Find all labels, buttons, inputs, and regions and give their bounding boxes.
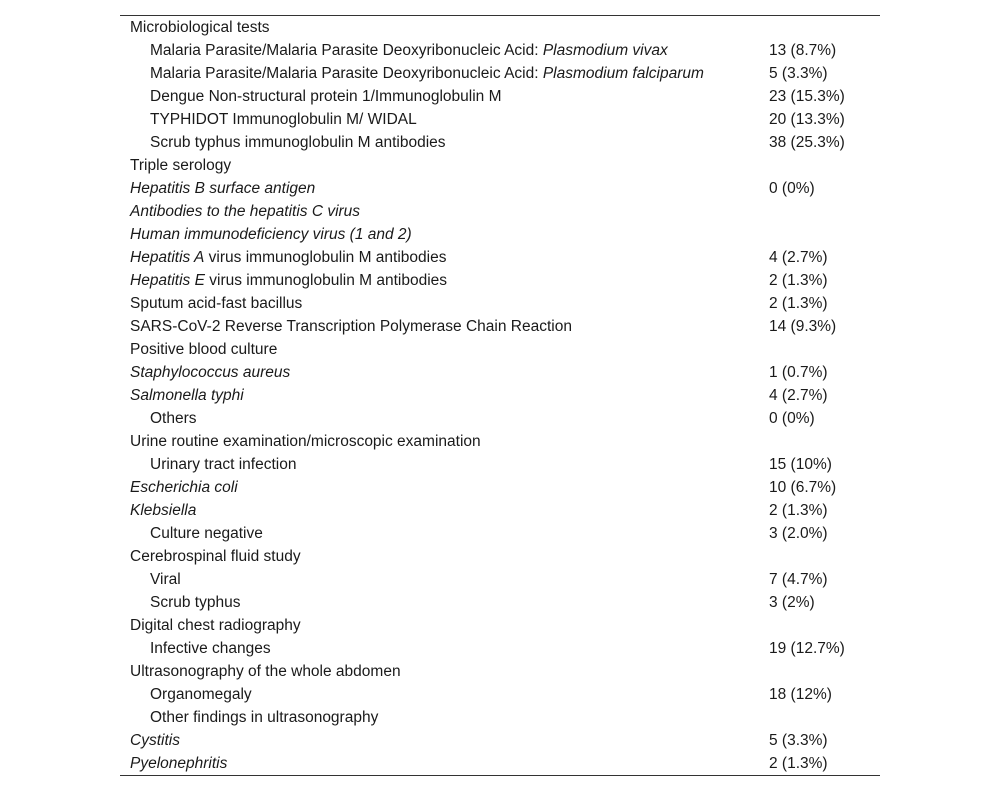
row-label (130, 384, 244, 407)
row-label (130, 614, 301, 637)
table-row (120, 154, 880, 177)
row-value: 0 (0%) (769, 180, 815, 197)
row-label (130, 16, 270, 39)
table-row (120, 39, 880, 62)
row-value: 10 (6.7%) (769, 479, 837, 496)
table-row (120, 522, 880, 545)
row-label (150, 39, 668, 62)
label-segment: virus immunoglobulin M antibodies (204, 249, 447, 266)
label-segment: Scrub typhus (150, 594, 241, 611)
label-segment: Cerebrospinal fluid study (130, 548, 301, 565)
row-label (150, 453, 296, 476)
row-label (130, 154, 231, 177)
label-segment: TYPHIDOT Immunoglobulin M/ WIDAL (150, 111, 417, 128)
row-label (150, 637, 271, 660)
results-table (120, 15, 880, 776)
table-row (120, 683, 880, 706)
table-row (120, 499, 880, 522)
table-row (120, 545, 880, 568)
row-value: 4 (2.7%) (769, 387, 828, 404)
row-value: 2 (1.3%) (769, 295, 828, 312)
table-row (120, 315, 880, 338)
row-value: 3 (2.0%) (769, 525, 828, 542)
row-label (150, 62, 704, 85)
row-label (130, 315, 572, 338)
row-label (130, 269, 447, 292)
table-row (120, 591, 880, 614)
table-row (120, 729, 880, 752)
label-segment: Infective changes (150, 640, 271, 657)
table-row (120, 637, 880, 660)
table-row (120, 246, 880, 269)
label-segment: Human immunodeficiency virus (1 and 2) (130, 226, 412, 243)
table-row (120, 177, 880, 200)
label-segment: Escherichia coli (130, 479, 238, 496)
label-segment: Microbiological tests (130, 19, 270, 36)
label-segment: Klebsiella (130, 502, 197, 519)
label-segment: Malaria Parasite/Malaria Parasite Deoxyribonucleic Acid: (150, 42, 543, 59)
row-label (130, 223, 412, 246)
table-row (120, 223, 880, 246)
row-label (130, 660, 401, 683)
label-segment: Hepatitis A (130, 249, 205, 266)
table-row (120, 16, 880, 39)
label-segment: Triple serology (130, 157, 232, 174)
row-value: 7 (4.7%) (769, 571, 828, 588)
row-value: 15 (10%) (769, 456, 832, 473)
row-label (150, 131, 446, 154)
row-label (130, 338, 277, 361)
row-label (130, 177, 315, 200)
row-value: 0 (0%) (769, 410, 815, 427)
label-segment: Other findings in ultrasonography (150, 709, 379, 726)
table-row (120, 614, 880, 637)
label-segment: Sputum acid-fast bacillus (130, 295, 303, 312)
row-label (130, 729, 180, 752)
row-label (150, 591, 240, 614)
label-segment: Malaria Parasite/Malaria Parasite Deoxyribonucleic Acid: (150, 65, 543, 82)
label-segment: Dengue Non-structural protein 1/Immunoglobulin M (150, 88, 502, 105)
label-segment: Culture negative (150, 525, 263, 542)
row-value: 1 (0.7%) (769, 364, 828, 381)
row-value: 2 (1.3%) (769, 755, 828, 772)
label-segment: Others (150, 410, 197, 427)
table-row (120, 752, 880, 775)
row-label (130, 499, 196, 522)
table-row (120, 62, 880, 85)
row-label (130, 476, 238, 499)
row-label (150, 407, 197, 430)
row-label (150, 85, 502, 108)
label-segment: SARS-CoV-2 Reverse Transcription Polymerase Chain Reaction (130, 318, 572, 335)
table-row (120, 453, 880, 476)
row-value: 2 (1.3%) (769, 272, 828, 289)
label-segment: Urinary tract infection (150, 456, 297, 473)
label-segment: Plasmodium vivax (542, 42, 668, 59)
label-segment: Positive blood culture (130, 341, 278, 358)
table-row (120, 660, 880, 683)
row-label (130, 361, 290, 384)
table-row (120, 108, 880, 131)
row-label (150, 568, 181, 591)
row-value: 3 (2%) (769, 594, 815, 611)
label-segment: Digital chest radiography (130, 617, 301, 634)
label-segment: Staphylococcus aureus (130, 364, 291, 381)
row-label (150, 683, 252, 706)
label-segment: Salmonella typhi (130, 387, 244, 404)
label-segment: Hepatitis B surface antigen (130, 180, 316, 197)
label-segment: Scrub typhus immunoglobulin M antibodies (150, 134, 446, 151)
row-value: 5 (3.3%) (769, 732, 828, 749)
table-row (120, 361, 880, 384)
label-segment: Hepatitis E (130, 272, 205, 289)
table-row (120, 430, 880, 453)
row-value: 19 (12.7%) (769, 640, 845, 657)
label-segment: virus immunoglobulin M antibodies (204, 272, 448, 289)
row-label (130, 752, 227, 775)
row-value: 14 (9.3%) (769, 318, 837, 335)
table-row (120, 568, 880, 591)
label-segment: Organomegaly (150, 686, 252, 703)
row-value: 20 (13.3%) (769, 111, 845, 128)
row-value: 13 (8.7%) (769, 42, 837, 59)
row-value: 23 (15.3%) (769, 88, 845, 105)
table-row (120, 338, 880, 361)
table-row (120, 200, 880, 223)
row-value: 5 (3.3%) (769, 65, 828, 82)
row-label (150, 522, 263, 545)
row-value: 18 (12%) (769, 686, 832, 703)
row-value: 38 (25.3%) (769, 134, 845, 151)
row-label (130, 545, 301, 568)
row-label (150, 108, 417, 131)
row-label (130, 200, 360, 223)
label-segment: Plasmodium falciparum (542, 65, 704, 82)
table-row (120, 131, 880, 154)
table-row (120, 476, 880, 499)
row-value: 2 (1.3%) (769, 502, 828, 519)
label-segment: Urine routine examination/microscopic examination (130, 433, 481, 450)
table-row (120, 292, 880, 315)
row-label (130, 246, 446, 269)
row-value: 4 (2.7%) (769, 249, 828, 266)
label-segment: Viral (150, 571, 181, 588)
label-segment: Cystitis (130, 732, 180, 749)
table-row (120, 269, 880, 292)
row-label (150, 706, 378, 729)
row-label (130, 430, 481, 453)
table-row (120, 706, 880, 729)
label-segment: Pyelonephritis (130, 755, 228, 772)
table-row (120, 384, 880, 407)
table-row (120, 85, 880, 108)
label-segment: Antibodies to the hepatitis C virus (130, 203, 361, 220)
table-row (120, 407, 880, 430)
label-segment: Ultrasonography of the whole abdomen (130, 663, 401, 680)
row-label (130, 292, 302, 315)
